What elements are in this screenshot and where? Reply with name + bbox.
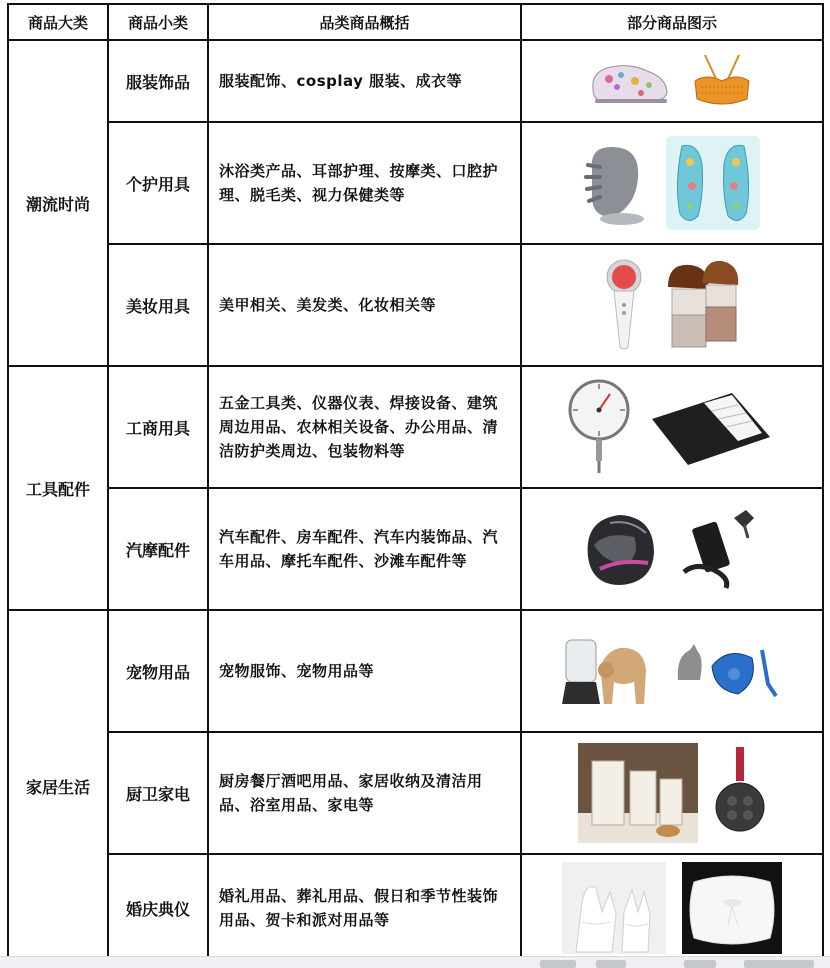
summary-cell: 五金工具类、仪器仪表、焊接设备、建筑周边用品、农林相关设备、办公用品、清洁防护类周边、包装物料等: [208, 366, 521, 488]
motorcycle-helmet-image: [580, 509, 658, 589]
summary-cell: 美甲相关、美发类、化妆相关等: [208, 244, 521, 366]
image-cell: [521, 854, 823, 962]
summary-cell: 服装配饰、cosplay 服装、成衣等: [208, 40, 521, 122]
header-subcategory: 商品小类: [108, 4, 208, 40]
product-category-table: [7, 3, 824, 963]
category-cell: 家居生活: [8, 610, 108, 962]
floral-clog-shoe-image: [587, 53, 671, 109]
bottom-status-bar: [0, 956, 830, 968]
header-summary: 品类商品概括: [208, 4, 521, 40]
pet-harness-image: [672, 636, 784, 706]
pet-water-fountain-image: [560, 626, 656, 716]
subcategory-cell: 厨卫家电: [108, 732, 208, 854]
status-chip[interactable]: [744, 960, 814, 968]
phone-mount-image: [674, 504, 764, 594]
image-cell: [521, 610, 823, 732]
status-chip[interactable]: [540, 960, 576, 968]
subcategory-cell: 汽摩配件: [108, 488, 208, 610]
image-cell: [521, 122, 823, 244]
orange-crochet-top-image: [687, 51, 757, 111]
kitchen-canisters-image: [578, 743, 698, 843]
image-cell: [521, 40, 823, 122]
summary-cell: 厨房餐厅酒吧用品、家居收纳及清洁用品、浴室用品、家电等: [208, 732, 521, 854]
summary-cell: 宠物服饰、宠物用品等: [208, 610, 521, 732]
status-chip[interactable]: [596, 960, 626, 968]
subcategory-cell: 工商用具: [108, 366, 208, 488]
subcategory-cell: 服装饰品: [108, 40, 208, 122]
subcategory-cell: 美妆用具: [108, 244, 208, 366]
subcategory-cell: 宠物用品: [108, 610, 208, 732]
frying-pan-image: [714, 745, 766, 841]
beauty-device-image: [602, 257, 646, 353]
image-cell: [521, 488, 823, 610]
status-chip[interactable]: [684, 960, 716, 968]
image-cell: [521, 732, 823, 854]
subcategory-cell: 个护用具: [108, 122, 208, 244]
summary-cell: 沐浴类产品、耳部护理、按摩类、口腔护理、脱毛类、视力保健类等: [208, 122, 521, 244]
category-cell: 工具配件: [8, 366, 108, 610]
lace-bridal-gloves-image: [562, 862, 666, 954]
makeup-brushes-image: [662, 257, 742, 353]
gray-massage-brush-image: [582, 137, 648, 229]
summary-cell: 汽车配件、房车配件、汽车内装饰品、汽车用品、摩托车配件、沙滩车配件等: [208, 488, 521, 610]
black-portfolio-folder-image: [646, 385, 776, 469]
ring-pillow-image: [682, 862, 782, 954]
header-images: 部分商品图示: [521, 4, 823, 40]
dial-indicator-image: [568, 378, 630, 476]
foot-massage-mat-image: [664, 134, 762, 232]
header-category: 商品大类: [8, 4, 108, 40]
category-cell: 潮流时尚: [8, 40, 108, 366]
summary-cell: 婚礼用品、葬礼用品、假日和季节性装饰用品、贺卡和派对用品等: [208, 854, 521, 962]
subcategory-cell: 婚庆典仪: [108, 854, 208, 962]
image-cell: [521, 366, 823, 488]
image-cell: [521, 244, 823, 366]
